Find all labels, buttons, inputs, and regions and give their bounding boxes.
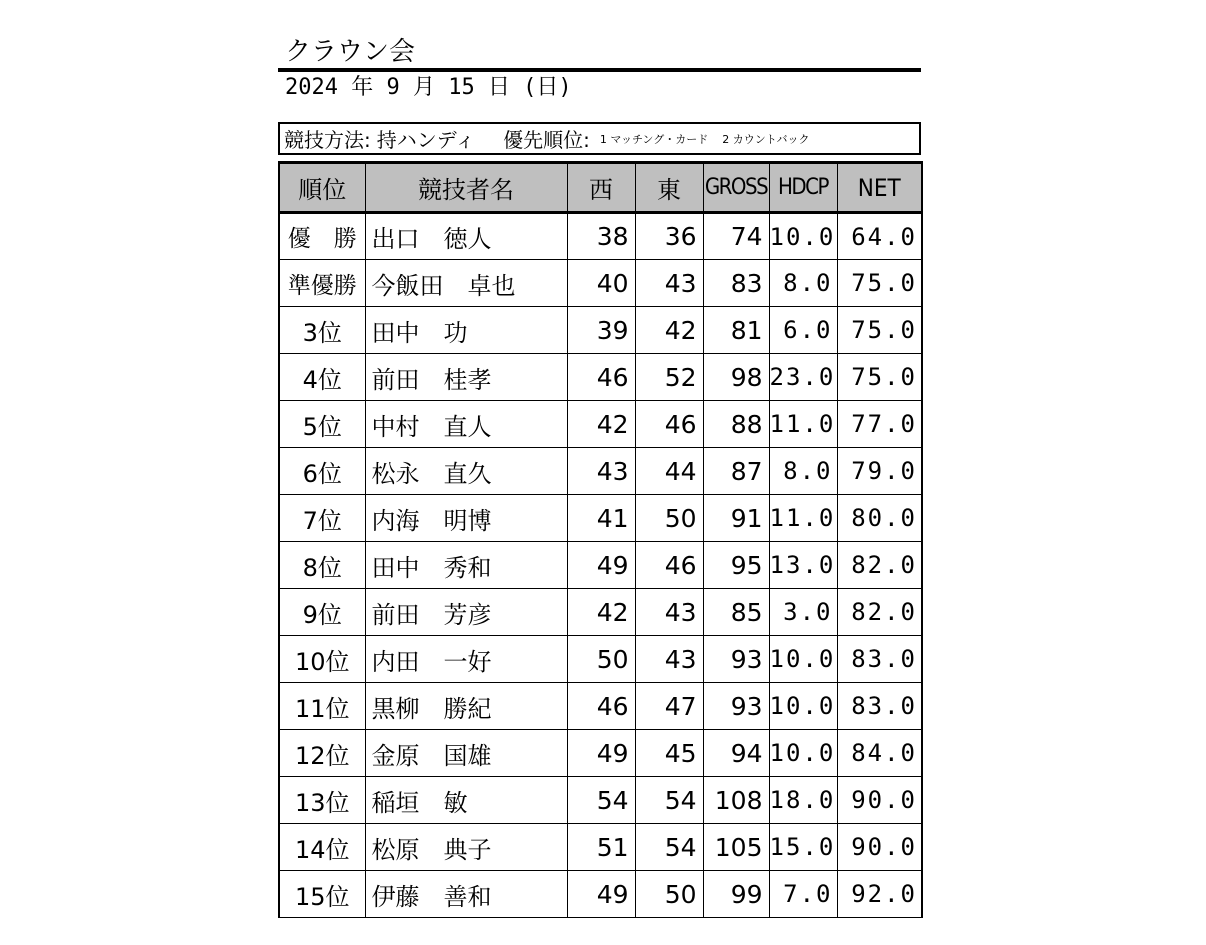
net-score-cell: 80.0 (837, 495, 922, 542)
gross-score-cell: 98 (703, 354, 769, 401)
west-score-cell: 46 (567, 354, 635, 401)
east-score-cell: 43 (635, 589, 703, 636)
gross-score-cell: 91 (703, 495, 769, 542)
player-name-cell: 田中 功 (365, 307, 567, 354)
rank-cell: 5位 (279, 401, 365, 448)
results-table (278, 161, 923, 918)
player-name-cell: 金原 国雄 (365, 730, 567, 777)
gross-score-cell: 81 (703, 307, 769, 354)
rank-cell: 3位 (279, 307, 365, 354)
table-row (279, 589, 922, 636)
page-title: クラウン会 (278, 36, 921, 72)
east-score-cell: 50 (635, 871, 703, 918)
gross-score-cell: 105 (703, 824, 769, 871)
net-score-cell: 79.0 (837, 448, 922, 495)
hdcp-cell: 10.0 (769, 636, 837, 683)
table-row (279, 354, 922, 401)
priority-1: 1 マッチング・カード (599, 132, 709, 146)
gross-score-cell: 83 (703, 260, 769, 307)
net-score-cell: 75.0 (837, 260, 922, 307)
east-score-cell: 42 (635, 307, 703, 354)
hdcp-cell: 3.0 (769, 589, 837, 636)
player-name-cell: 前田 芳彦 (365, 589, 567, 636)
net-score-cell: 75.0 (837, 354, 922, 401)
rank-cell: 14位 (279, 824, 365, 871)
priority-label: 優先順位: (503, 128, 590, 152)
east-score-cell: 54 (635, 824, 703, 871)
player-name-cell: 中村 直人 (365, 401, 567, 448)
net-score-cell: 84.0 (837, 730, 922, 777)
gross-score-cell: 88 (703, 401, 769, 448)
rank-cell: 10位 (279, 636, 365, 683)
rank-cell: 9位 (279, 589, 365, 636)
west-score-cell: 40 (567, 260, 635, 307)
rank-cell: 15位 (279, 871, 365, 918)
table-row (279, 871, 922, 918)
player-name-cell: 稲垣 敏 (365, 777, 567, 824)
west-score-cell: 38 (567, 213, 635, 260)
hdcp-cell: 10.0 (769, 730, 837, 777)
method-label: 競技方法: (284, 128, 371, 152)
table-row (279, 448, 922, 495)
hdcp-cell: 10.0 (769, 683, 837, 730)
net-score-cell: 83.0 (837, 636, 922, 683)
method-value: 持ハンディ (376, 128, 476, 152)
gross-score-cell: 93 (703, 636, 769, 683)
table-row (279, 730, 922, 777)
table-row (279, 824, 922, 871)
table-row (279, 777, 922, 824)
net-score-cell: 82.0 (837, 542, 922, 589)
event-date: 2024 年 9 月 15 日 (日) (285, 75, 572, 100)
east-score-cell: 50 (635, 495, 703, 542)
rank-cell: 6位 (279, 448, 365, 495)
net-score-cell: 77.0 (837, 401, 922, 448)
column-header-hdcp: HDCP (769, 163, 837, 213)
column-header-gross: GROSS (703, 163, 769, 213)
gross-score-cell: 95 (703, 542, 769, 589)
rank-cell: 8位 (279, 542, 365, 589)
west-score-cell: 43 (567, 448, 635, 495)
player-name-cell: 伊藤 善和 (365, 871, 567, 918)
hdcp-cell: 11.0 (769, 401, 837, 448)
west-score-cell: 50 (567, 636, 635, 683)
rank-cell: 4位 (279, 354, 365, 401)
hdcp-cell: 8.0 (769, 448, 837, 495)
net-score-cell: 92.0 (837, 871, 922, 918)
table-row (279, 213, 922, 260)
table-header-row (279, 163, 922, 213)
west-score-cell: 49 (567, 730, 635, 777)
west-score-cell: 54 (567, 777, 635, 824)
table-row (279, 307, 922, 354)
rank-cell: 11位 (279, 683, 365, 730)
west-score-cell: 49 (567, 871, 635, 918)
table-row (279, 542, 922, 589)
rank-cell: 優 勝 (279, 213, 365, 260)
east-score-cell: 45 (635, 730, 703, 777)
player-name-cell: 内田 一好 (365, 636, 567, 683)
net-score-cell: 75.0 (837, 307, 922, 354)
rank-cell: 準優勝 (279, 260, 365, 307)
east-score-cell: 43 (635, 260, 703, 307)
net-score-cell: 90.0 (837, 824, 922, 871)
hdcp-cell: 15.0 (769, 824, 837, 871)
hdcp-cell: 7.0 (769, 871, 837, 918)
player-name-cell: 黒柳 勝紀 (365, 683, 567, 730)
west-score-cell: 42 (567, 589, 635, 636)
player-name-cell: 前田 桂孝 (365, 354, 567, 401)
west-score-cell: 41 (567, 495, 635, 542)
hdcp-cell: 18.0 (769, 777, 837, 824)
east-score-cell: 47 (635, 683, 703, 730)
table-row (279, 260, 922, 307)
east-score-cell: 46 (635, 542, 703, 589)
gross-score-cell: 99 (703, 871, 769, 918)
west-score-cell: 51 (567, 824, 635, 871)
player-name-cell: 田中 秀和 (365, 542, 567, 589)
priority-2: 2 カウントバック (722, 132, 810, 146)
rank-cell: 12位 (279, 730, 365, 777)
east-score-cell: 36 (635, 213, 703, 260)
gross-score-cell: 94 (703, 730, 769, 777)
east-score-cell: 46 (635, 401, 703, 448)
rank-cell: 13位 (279, 777, 365, 824)
east-score-cell: 44 (635, 448, 703, 495)
net-score-cell: 82.0 (837, 589, 922, 636)
column-header-net: NET (837, 163, 922, 213)
net-score-cell: 83.0 (837, 683, 922, 730)
west-score-cell: 42 (567, 401, 635, 448)
player-name-cell: 内海 明博 (365, 495, 567, 542)
column-header-name: 競技者名 (365, 163, 567, 213)
east-score-cell: 52 (635, 354, 703, 401)
net-score-cell: 90.0 (837, 777, 922, 824)
player-name-cell: 今飯田 卓也 (365, 260, 567, 307)
rank-cell: 7位 (279, 495, 365, 542)
player-name-cell: 出口 徳人 (365, 213, 567, 260)
hdcp-cell: 6.0 (769, 307, 837, 354)
hdcp-cell: 11.0 (769, 495, 837, 542)
column-header-west: 西 (567, 163, 635, 213)
gross-score-cell: 93 (703, 683, 769, 730)
table-row (279, 401, 922, 448)
table-row (279, 636, 922, 683)
results-sheet (278, 36, 921, 918)
west-score-cell: 49 (567, 542, 635, 589)
results-body (279, 213, 922, 918)
column-header-east: 東 (635, 163, 703, 213)
gross-score-cell: 85 (703, 589, 769, 636)
table-row (279, 495, 922, 542)
player-name-cell: 松原 典子 (365, 824, 567, 871)
column-header-rank: 順位 (279, 163, 365, 213)
hdcp-cell: 8.0 (769, 260, 837, 307)
west-score-cell: 46 (567, 683, 635, 730)
gross-score-cell: 87 (703, 448, 769, 495)
table-row (279, 683, 922, 730)
east-score-cell: 43 (635, 636, 703, 683)
competition-method-box (278, 122, 921, 155)
gross-score-cell: 74 (703, 213, 769, 260)
west-score-cell: 39 (567, 307, 635, 354)
east-score-cell: 54 (635, 777, 703, 824)
net-score-cell: 64.0 (837, 213, 922, 260)
hdcp-cell: 23.0 (769, 354, 837, 401)
gross-score-cell: 108 (703, 777, 769, 824)
hdcp-cell: 13.0 (769, 542, 837, 589)
player-name-cell: 松永 直久 (365, 448, 567, 495)
hdcp-cell: 10.0 (769, 213, 837, 260)
